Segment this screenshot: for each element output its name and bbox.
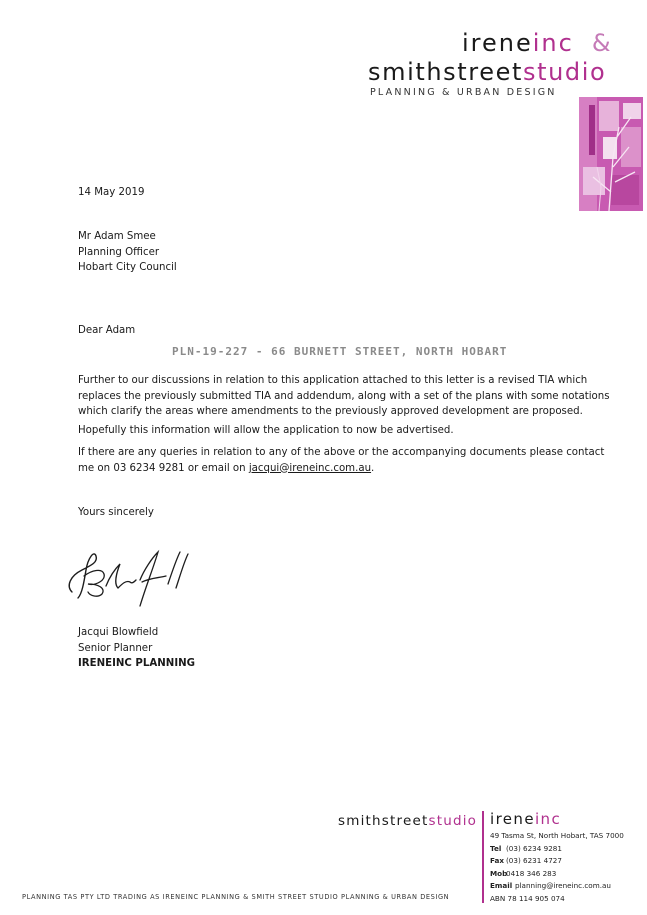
logo-irene: irene bbox=[462, 29, 533, 57]
footer-inc: inc bbox=[534, 810, 562, 828]
contact-email-link[interactable]: jacqui@ireneinc.com.au bbox=[248, 462, 372, 474]
building-photo-image bbox=[579, 97, 643, 211]
footer-fax: (03) 6231 4727 bbox=[506, 856, 562, 866]
footer-contact-details bbox=[490, 830, 624, 906]
recipient-organisation: Hobart City Council bbox=[78, 262, 177, 273]
letter-date: 14 May 2019 bbox=[78, 187, 145, 198]
signer-block bbox=[78, 625, 195, 672]
handwritten-signature-image bbox=[62, 540, 194, 614]
paragraph3-end: . bbox=[371, 462, 375, 474]
company-logo-line2 bbox=[368, 57, 606, 87]
body-paragraph-2: Hopefully this information will allow the application to now be advertised. bbox=[78, 425, 454, 436]
footer-irene-logo bbox=[490, 810, 561, 828]
footer-abn: ABN 78 114 905 074 bbox=[490, 893, 565, 903]
recipient-name: Mr Adam Smee bbox=[78, 231, 156, 242]
signer-company: IRENEINC PLANNING bbox=[78, 658, 195, 669]
logo-studio: studio bbox=[522, 58, 607, 86]
footer-mob-row bbox=[490, 868, 624, 881]
footer-email[interactable]: planning@ireneinc.com.au bbox=[515, 881, 611, 891]
footer-email-label: Email bbox=[490, 881, 513, 891]
recipient-title: Planning Officer bbox=[78, 246, 160, 258]
company-subtitle: PLANNING & URBAN DESIGN bbox=[370, 87, 557, 98]
footer-fax-row bbox=[490, 855, 624, 868]
footer-irene: irene bbox=[490, 810, 535, 828]
logo-smithstreet: smithstreet bbox=[368, 58, 523, 86]
logo-inc: inc bbox=[532, 29, 574, 57]
closing: Yours sincerely bbox=[78, 507, 154, 518]
footer-studio: studio bbox=[428, 813, 478, 829]
footer-legal-text: PLANNING TAS PTY LTD TRADING AS IRENEINC PLANNING & SMITH STREET STUDIO PLANNING & URBAN DESIGN bbox=[22, 893, 450, 901]
footer-divider bbox=[482, 811, 484, 903]
footer-address: 49 Tasma St, North Hobart, TAS 7000 bbox=[490, 831, 624, 840]
signer-name: Jacqui Blowfield bbox=[78, 627, 159, 638]
footer-tel-row bbox=[490, 843, 624, 856]
footer-mob: 0418 346 283 bbox=[506, 868, 557, 878]
signature bbox=[62, 540, 194, 614]
footer-mob-label: Mob bbox=[490, 868, 508, 878]
footer-email-row bbox=[490, 880, 624, 893]
footer-smithstreet: smithstreet bbox=[338, 813, 429, 829]
paragraph3-text: If there are any queries in relation to any of the above or the accompanying documents please contact me on 03 6234 9281 or email on bbox=[78, 447, 605, 474]
footer-fax-label: Fax bbox=[490, 856, 504, 866]
signer-title: Senior Planner bbox=[78, 642, 153, 654]
footer-tel-label: Tel bbox=[490, 843, 502, 853]
body-paragraph-3 bbox=[78, 445, 618, 476]
subject-line: PLN-19-227 - 66 BURNETT STREET, NORTH HOBART bbox=[172, 345, 508, 358]
letterhead-photo bbox=[579, 97, 643, 211]
recipient-address bbox=[78, 229, 177, 276]
footer-tel: (03) 6234 9281 bbox=[506, 843, 562, 853]
company-logo-line1 bbox=[462, 28, 613, 58]
logo-ampersand: & bbox=[591, 29, 613, 57]
greeting: Dear Adam bbox=[78, 325, 136, 336]
footer-studio-logo bbox=[338, 813, 477, 829]
body-paragraph-1: Further to our discussions in relation to this application attached to this letter is a revised TIA which replaces the previously submitted TIA and addendum, along with a set of the plans with some notations which clarify the areas where amendments to the previously approved development are proposed. bbox=[78, 375, 610, 417]
